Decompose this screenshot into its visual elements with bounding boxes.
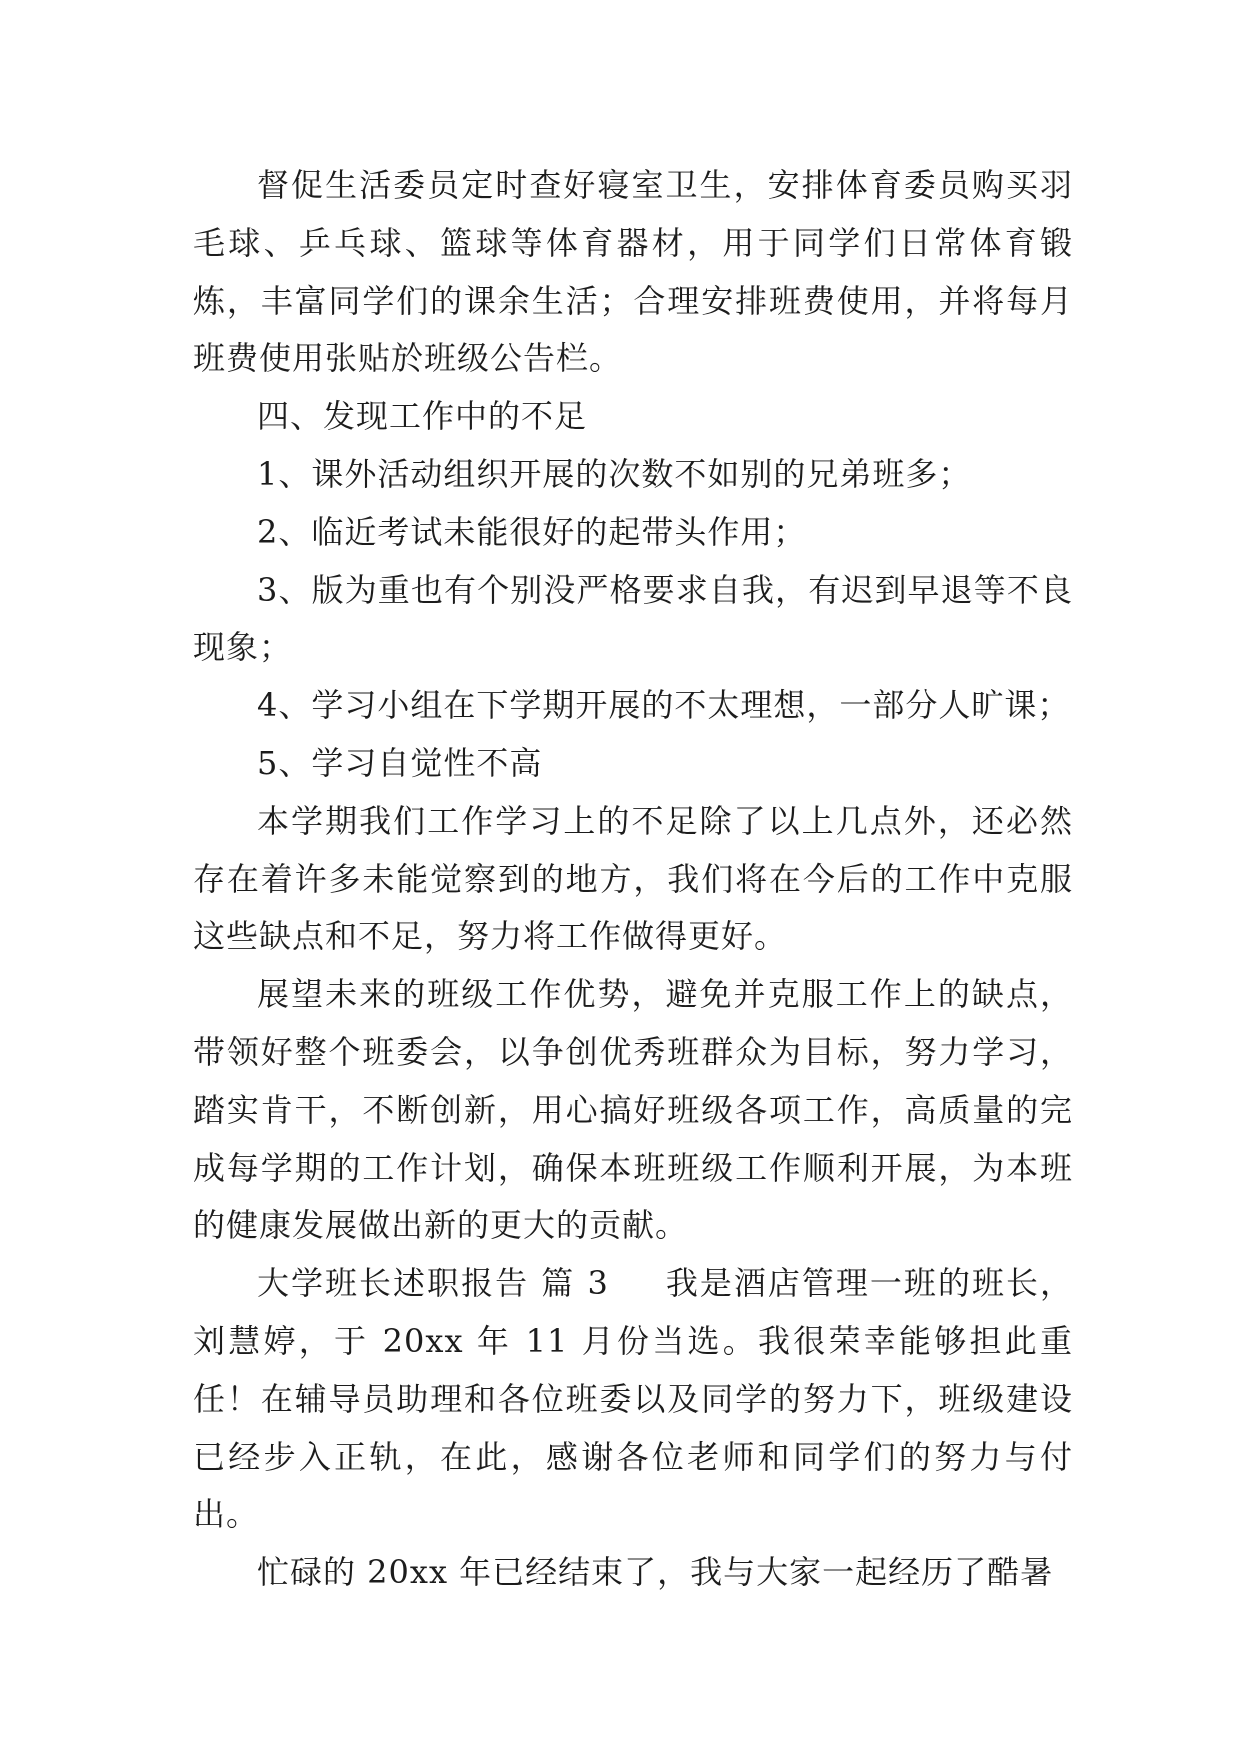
section-intro: 我是酒店管理一班的班长，刘慧婷，于 20xx 年 11 月份当选。我很荣幸能够担此重任！在辅导员助理和各位班委以及同学的努力下，班级建设已经步入正轨，在此，感谢各位老师和同学们的努力与付出。 bbox=[193, 1264, 1073, 1534]
shortcoming-item-3: 3、版为重也有个别没严格要求自我，有迟到早退等不良现象； bbox=[193, 570, 1073, 667]
document-body bbox=[193, 157, 1073, 1602]
heading-shortcomings: 四、发现工作中的不足 bbox=[257, 397, 588, 436]
shortcoming-item-4: 4、学习小组在下学期开展的不太理想，一部分人旷课； bbox=[257, 686, 1071, 725]
paragraph-outlook: 展望未来的班级工作优势，避免并克服工作上的缺点，带领好整个班委会，以争创优秀班群众为目标，努力学习，踏实肯干，不断创新，用心搞好班级各项工作，高质量的完成每学期的工作计划，确保本班班级工作顺利开展，为本班的健康发展做出新的更大的贡献。 bbox=[193, 975, 1073, 1245]
paragraph-living-duties: 督促生活委员定时查好寝室卫生，安排体育委员购买羽毛球、乒乓球、篮球等体育器材，用于同学们日常体育锻炼，丰富同学们的课余生活；合理安排班费使用，并将每月班费使用张贴於班级公告栏。 bbox=[193, 166, 1073, 378]
paragraph-summary: 本学期我们工作学习上的不足除了以上几点外，还必然存在着许多未能觉察到的地方，我们将在今后的工作中克服这些缺点和不足，努力将工作做得更好。 bbox=[193, 801, 1073, 956]
section-heading: 大学班长述职报告 篇 3 bbox=[257, 1264, 609, 1303]
shortcoming-item-5: 5、学习自觉性不高 bbox=[257, 743, 543, 782]
paragraph-last: 忙碌的 20xx 年已经结束了，我与大家一起经历了酷暑 bbox=[257, 1553, 1054, 1592]
paragraph-section-3 bbox=[193, 1255, 1073, 1544]
shortcoming-item-1: 1、课外活动组织开展的次数不如别的兄弟班多； bbox=[257, 454, 972, 493]
shortcoming-item-2: 2、临近考试未能很好的起带头作用； bbox=[257, 512, 807, 551]
